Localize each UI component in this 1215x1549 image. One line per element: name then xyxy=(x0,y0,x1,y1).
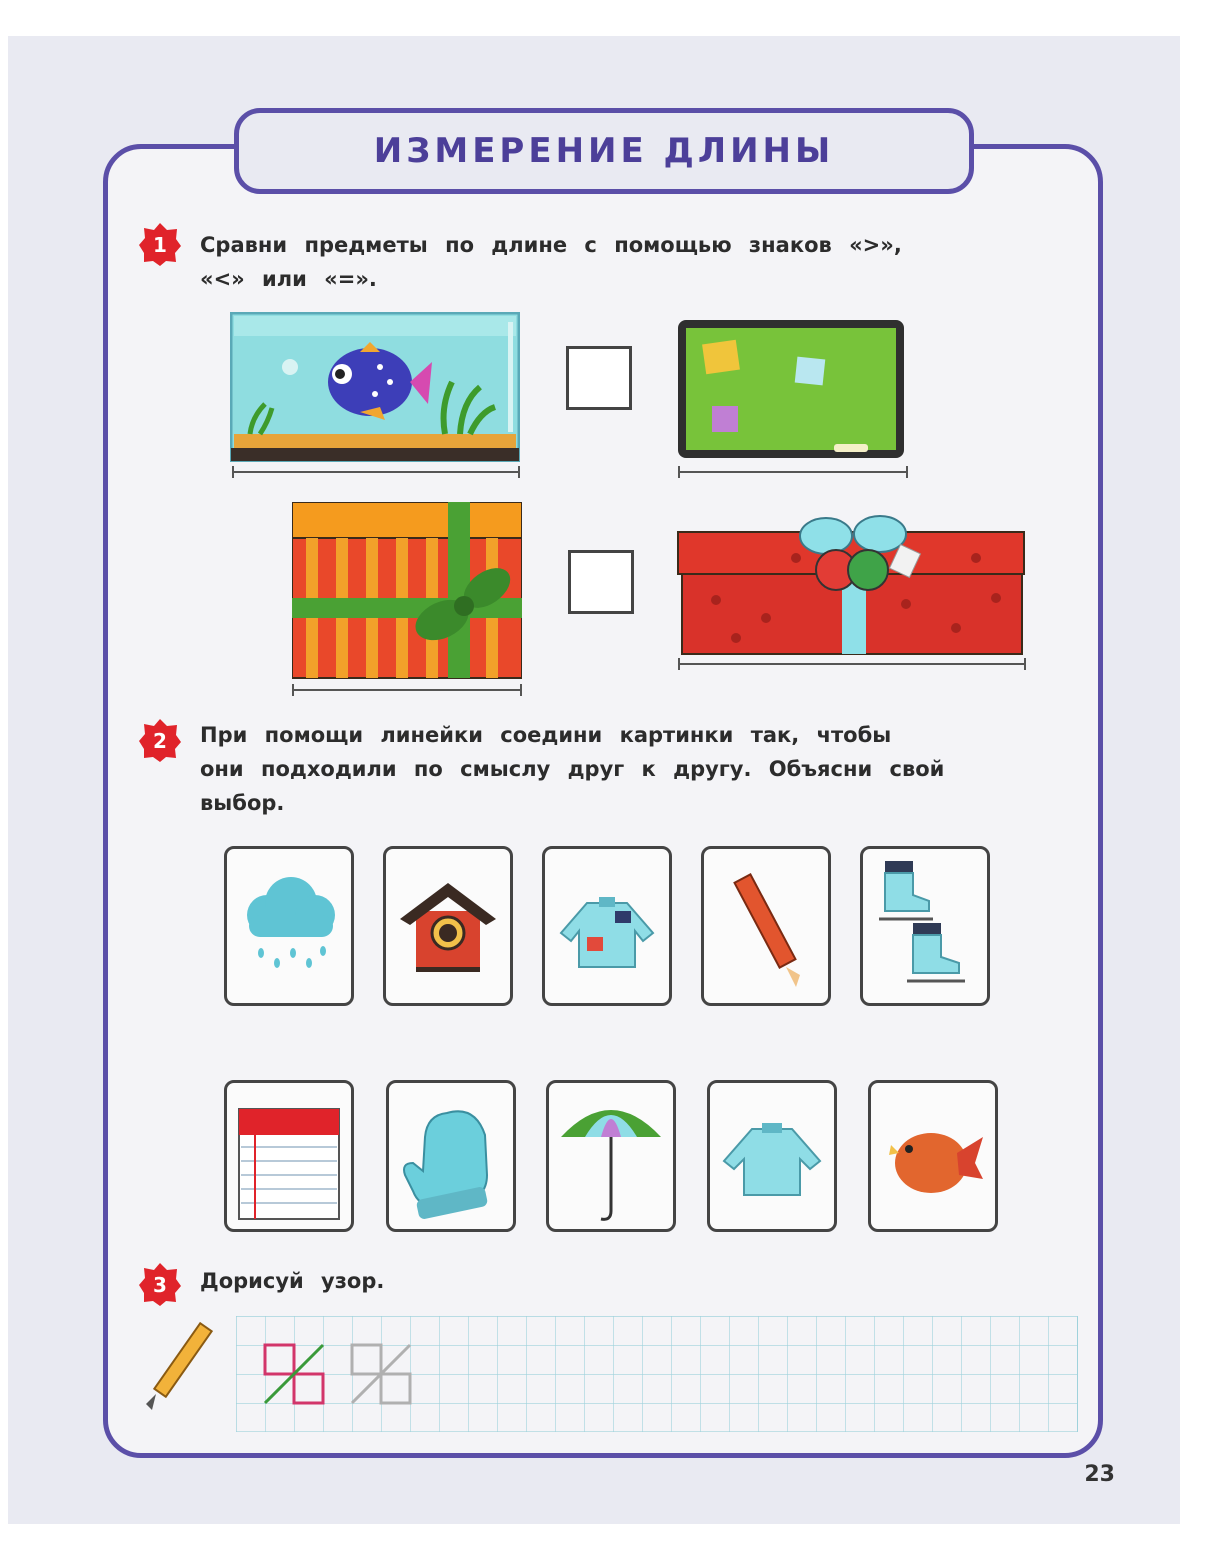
task-number-badge xyxy=(138,1262,182,1306)
aquarium-icon xyxy=(230,312,520,462)
task-1-text-line-1: Сравни предметы по длине с помощью знаков «>», xyxy=(200,233,902,257)
skates-icon xyxy=(863,849,987,1003)
title-tab xyxy=(234,108,974,194)
page-number: 23 xyxy=(1084,1462,1115,1487)
task-1-text-line-2: «<» или «=». xyxy=(200,267,377,291)
notebook-icon xyxy=(227,1083,351,1229)
task-2-text-line-1: При помощи линейки соедини картинки так, чтобы xyxy=(200,723,892,747)
card-jacket[interactable] xyxy=(542,846,672,1006)
striped-gift-icon xyxy=(292,502,522,680)
task-number: 3 xyxy=(153,1273,167,1297)
length-marker xyxy=(292,689,522,691)
card-skates[interactable] xyxy=(860,846,990,1006)
chalkboard-icon xyxy=(676,318,906,460)
compare-answer-box-2[interactable] xyxy=(568,550,634,614)
red-gift-icon xyxy=(676,508,1026,658)
card-rain-cloud[interactable] xyxy=(224,846,354,1006)
bird-icon xyxy=(871,1083,995,1229)
pencil-icon xyxy=(704,849,828,1003)
task-2-text-line-3: выбор. xyxy=(200,791,285,815)
card-umbrella[interactable] xyxy=(546,1080,676,1232)
task-number: 2 xyxy=(153,729,167,753)
pencil-icon xyxy=(138,1316,222,1412)
card-birdhouse[interactable] xyxy=(383,846,513,1006)
umbrella-icon xyxy=(549,1083,673,1229)
task-number-badge xyxy=(138,718,182,762)
task-number: 1 xyxy=(153,233,167,257)
card-notebook[interactable] xyxy=(224,1080,354,1232)
pattern-grid[interactable] xyxy=(236,1316,1078,1432)
birdhouse-icon xyxy=(386,849,510,1003)
card-sweater[interactable] xyxy=(707,1080,837,1232)
card-bird[interactable] xyxy=(868,1080,998,1232)
page-title: ИЗМЕРЕНИЕ ДЛИНЫ xyxy=(373,131,835,171)
task-number-badge xyxy=(138,222,182,266)
rain-cloud-icon xyxy=(227,849,351,1003)
task-2-text-line-2: они подходили по смыслу друг к другу. Объясни свой xyxy=(200,757,945,781)
mitten-icon xyxy=(389,1083,513,1229)
length-marker xyxy=(678,471,908,473)
task-3-text: Дорисуй узор. xyxy=(200,1269,385,1293)
jacket-icon xyxy=(545,849,669,1003)
card-mitten[interactable] xyxy=(386,1080,516,1232)
card-pencil[interactable] xyxy=(701,846,831,1006)
compare-answer-box-1[interactable] xyxy=(566,346,632,410)
length-marker xyxy=(678,663,1026,665)
sweater-icon xyxy=(710,1083,834,1229)
length-marker xyxy=(232,471,520,473)
